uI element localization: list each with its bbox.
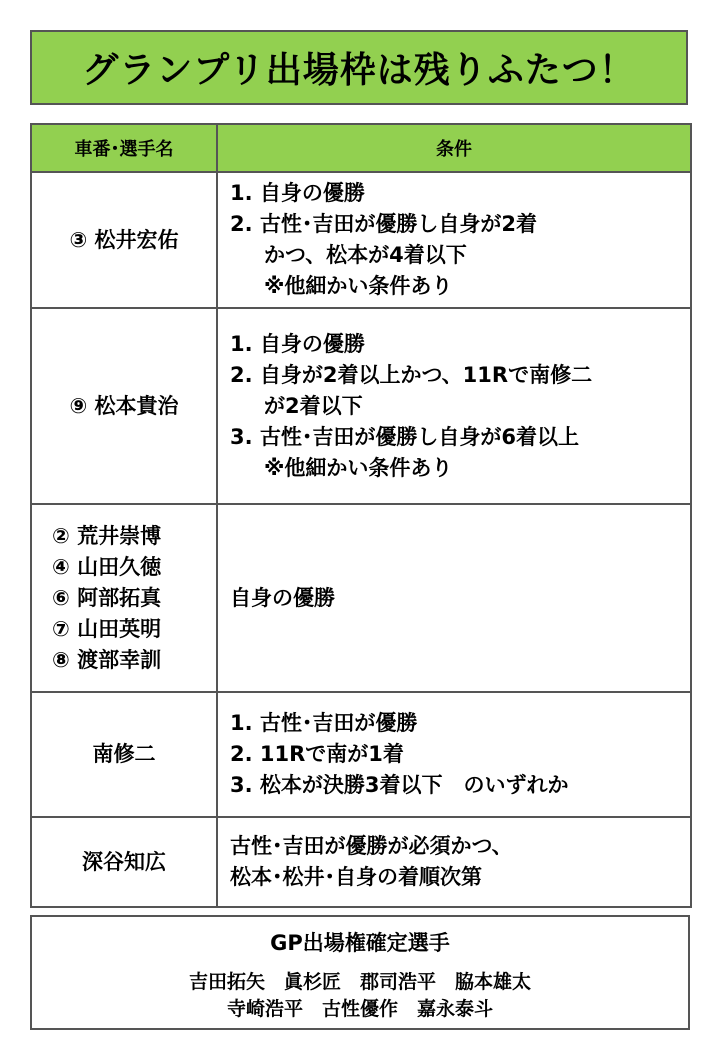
condition-line: 古性･吉田が優勝が必須かつ、 <box>230 834 513 858</box>
header-name: 車番･選手名 <box>31 124 217 172</box>
rider-name-cell <box>31 692 217 817</box>
confirmed-title: GP出場権確定選手 <box>270 931 450 955</box>
condition-line: 2. 自身が2着以上かつ、11Rで南修二 <box>230 362 593 387</box>
header-condition: 条件 <box>217 124 691 172</box>
rider-name: 南修二 <box>92 742 156 766</box>
condition-note: ※他細かい条件あり <box>264 455 453 480</box>
condition-line: 1. 古性･吉田が優勝 <box>230 711 418 735</box>
table-row <box>31 308 691 504</box>
rider-name: 深谷知広 <box>82 849 166 874</box>
rider-name-cell <box>31 308 217 504</box>
condition-cell <box>217 817 691 907</box>
table-row <box>31 692 691 817</box>
condition-line: 2. 古性･吉田が優勝し自身が2着 <box>230 212 538 236</box>
condition-line: 3. 松本が決勝3着以下 のいずれか <box>230 773 569 797</box>
condition-cell <box>217 692 691 817</box>
rider-name: ⑧ 渡部幸訓 <box>52 647 162 672</box>
condition-note: ※他細かい条件あり <box>264 274 453 298</box>
condition-cell <box>217 172 691 308</box>
table-row <box>31 504 691 692</box>
condition-line: かつ、松本が4着以下 <box>264 243 467 267</box>
table-header-row <box>31 124 691 172</box>
table-row <box>31 172 691 308</box>
conditions-table <box>30 123 692 908</box>
condition-line: 2. 11Rで南が1着 <box>230 742 404 766</box>
rider-name: ② 荒井崇博 <box>52 523 162 548</box>
page-title: グランプリ出場枠は残りふたつ！ <box>82 50 636 91</box>
condition-line: 1. 自身の優勝 <box>230 181 365 205</box>
title-banner <box>30 30 688 105</box>
rider-name: ③ 松井宏佑 <box>69 227 179 252</box>
condition-cell <box>217 308 691 504</box>
rider-name-cell <box>31 172 217 308</box>
confirmed-riders-box <box>30 915 690 1030</box>
rider-name: ④ 山田久徳 <box>52 554 162 579</box>
rider-name: ⑦ 山田英明 <box>52 616 162 641</box>
condition-line: が2着以下 <box>264 393 363 418</box>
table-row <box>31 817 691 907</box>
rider-name: ⑥ 阿部拓真 <box>52 585 162 610</box>
confirmed-riders-line: 寺崎浩平 古性優作 嘉永泰斗 <box>226 998 493 1020</box>
condition-cell <box>217 504 691 692</box>
rider-name: ⑨ 松本貴治 <box>69 393 179 418</box>
condition-line: 1. 自身の優勝 <box>230 331 365 356</box>
condition-line: 自身の優勝 <box>230 585 335 610</box>
rider-name-cell <box>31 504 217 692</box>
confirmed-riders-line: 吉田拓矢 眞杉匠 郡司浩平 脇本雄太 <box>188 971 531 993</box>
condition-line: 3. 古性･吉田が優勝し自身が6着以上 <box>230 424 580 449</box>
condition-line: 松本･松井･自身の着順次第 <box>230 865 482 889</box>
rider-name-cell <box>31 817 217 907</box>
